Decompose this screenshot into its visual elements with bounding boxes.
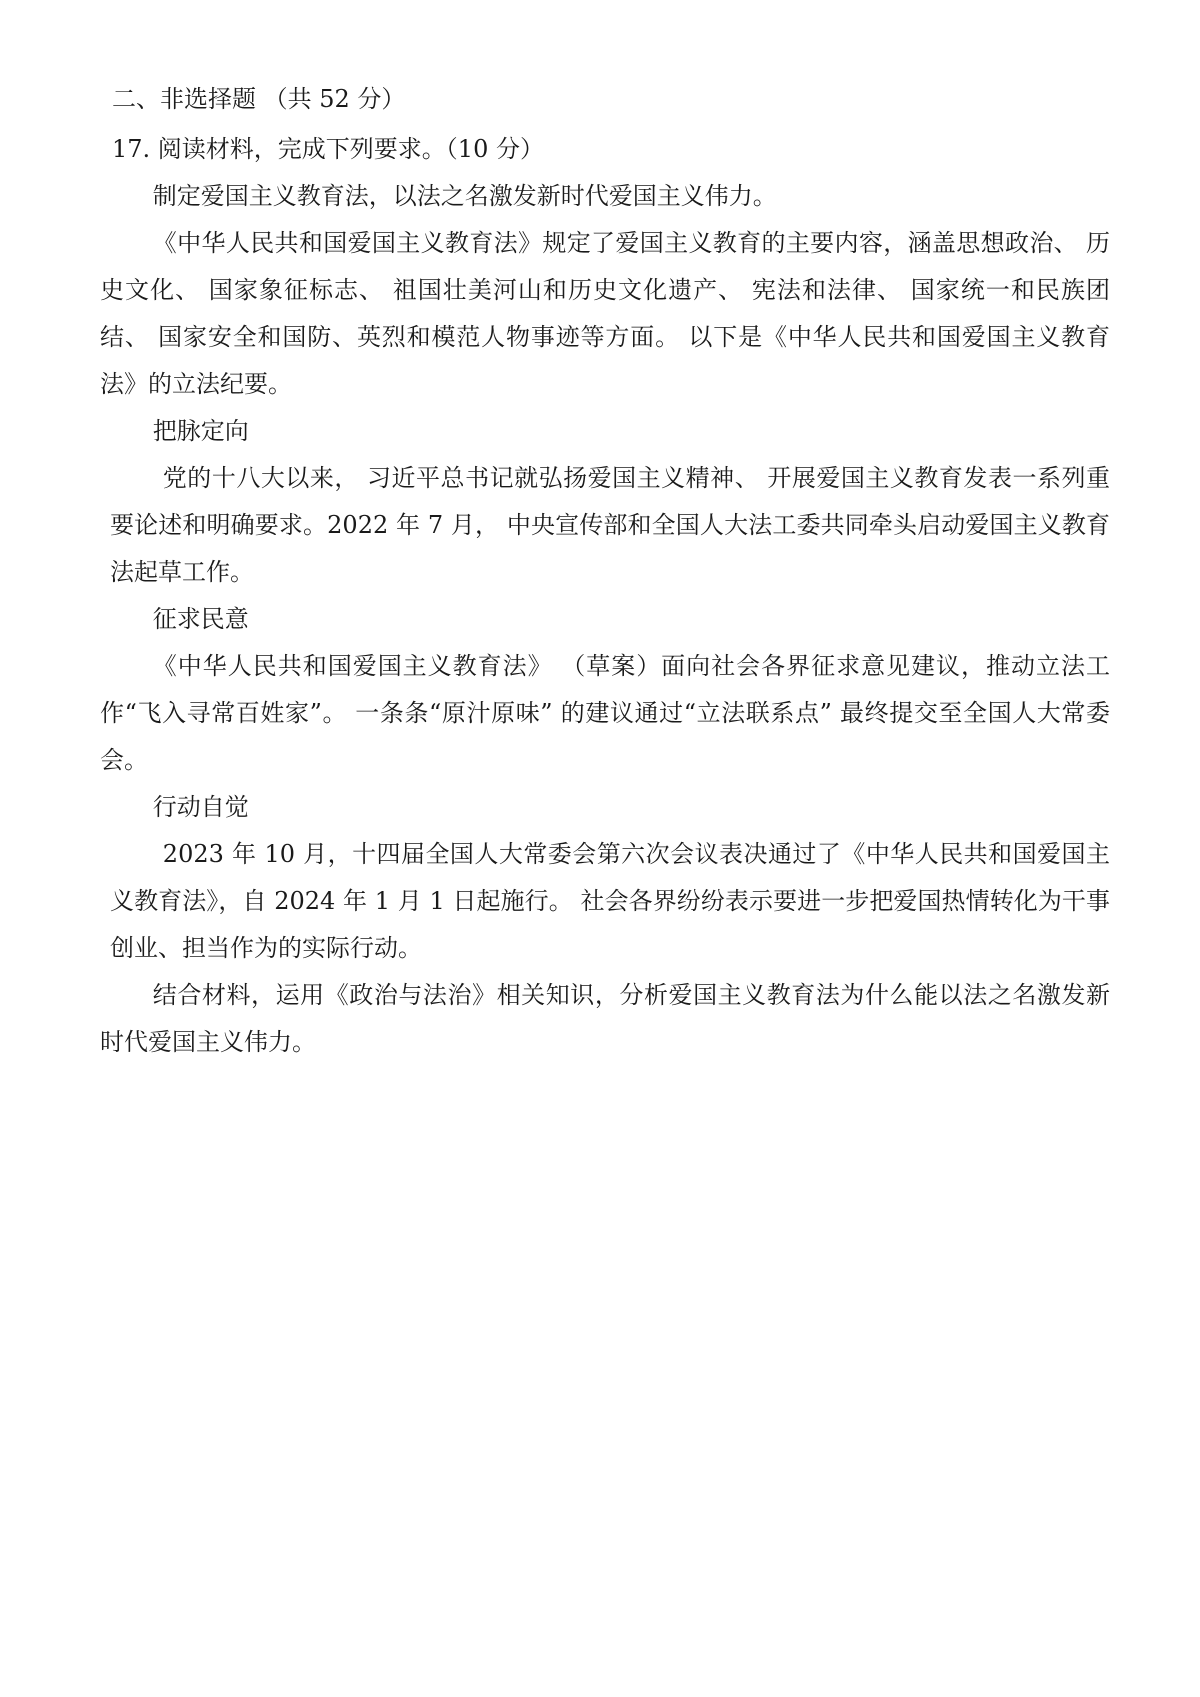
part-body-3: 2023 年 10 月，十四届全国人大常委会第六次会议表决通过了《中华人民共和国爱国主义教育法》，自 2024 年 1 月 1 日起施行。 社会各界纷纷表示要进一步把爱国热情转化为干事创业、担当作为的实际行动。	[110, 840, 1110, 962]
part-heading-1: 把脉定向	[152, 417, 249, 445]
part-body-1: 党的十八大以来， 习近平总书记就弘扬爱国主义精神、 开展爱国主义教育发表一系列重要论述和明确要求。2022 年 7 月， 中央宣传部和全国人大法工委共同牵头启动爱国主义教育法起草工作。	[110, 464, 1110, 586]
question-stem: 17. 阅读材料，完成下列要求。（10 分）	[112, 135, 544, 163]
material-theme: 制定爱国主义教育法，以法之名激发新时代爱国主义伟力。	[152, 182, 777, 210]
material-intro: 《中华人民共和国爱国主义教育法》规定了爱国主义教育的主要内容，涵盖思想政治、 历史文化、 国家象征标志、 祖国壮美河山和历史文化遗产、 宪法和法律、 国家统一和民族团结、 国家安全和国防、英烈和模范人物事迹等方面。 以下是《中华人民共和国爱国主义教育法》的立法纪要。	[100, 229, 1110, 398]
section-title: 二、非选择题 （共 52 分）	[112, 85, 406, 113]
part-heading-2: 征求民意	[152, 605, 249, 633]
question-task: 结合材料，运用《政治与法治》相关知识，分析爱国主义教育法为什么能以法之名激发新时代爱国主义伟力。	[100, 981, 1110, 1056]
part-body-2: 《中华人民共和国爱国主义教育法》 （草案）面向社会各界征求意见建议，推动立法工作“飞入寻常百姓家”。 一条条“原汁原味” 的建议通过“立法联系点” 最终提交至全国人大常委会。	[100, 652, 1110, 774]
document-page	[100, 76, 1110, 1066]
part-heading-3: 行动自觉	[152, 793, 249, 821]
